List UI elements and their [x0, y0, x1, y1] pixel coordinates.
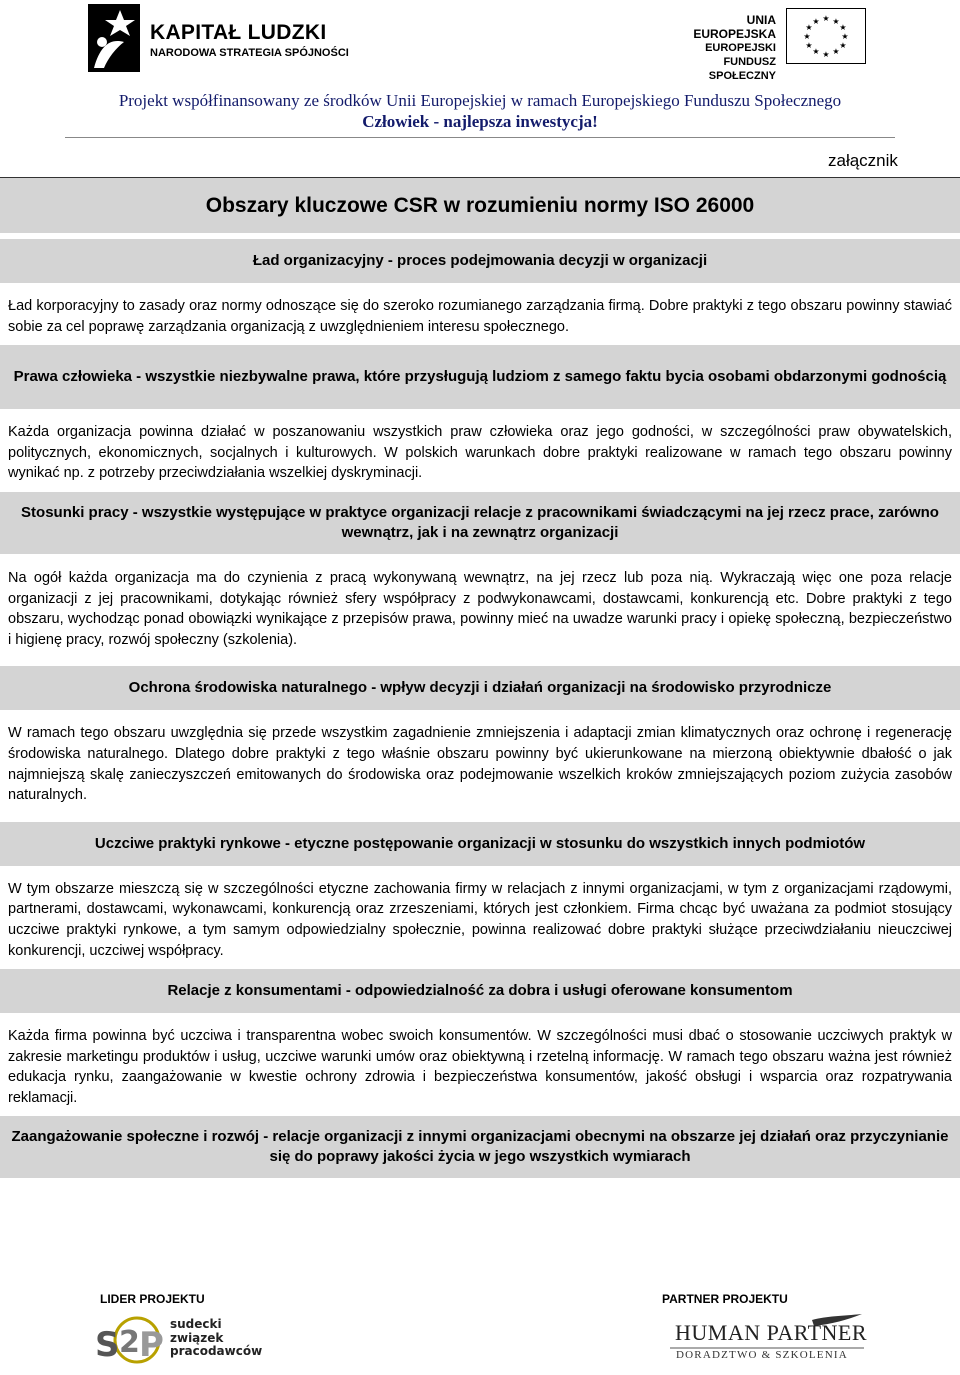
header-divider: [65, 137, 895, 138]
kapital-ludzki-title: KAPITAŁ LUDZKI: [150, 21, 327, 44]
human-partner-subtitle: DORADZTWO & SZKOLENIA: [676, 1349, 848, 1361]
svg-text:★: ★: [803, 32, 811, 41]
section-heading-community: Zaangażowanie społeczne i rozwój - relacje organizacji z innymi organizacjami obecnymi na obszarze jej działań oraz przyczynianie się do poprawy jakości życia w jego wszystkich wymiarach: [0, 1116, 960, 1178]
section-heading-human-rights: Prawa człowieka - wszystkie niezbywalne prawa, które przysługują ludziom z samego faktu bycia osobami obdarzonymi godnością: [0, 345, 960, 409]
svg-text:★: ★: [832, 47, 840, 56]
section-body-environment: W ramach tego obszaru uwzględnia się przede wszystkim zagadnienie zmniejszenia i adaptacji zmian klimatycznych oraz ochronę i regenerację środowiska naturalnego. Dlatego dobre praktyki z tego właśnie obszaru powinny być ukierunkowane na mierzoną obiektywnie dbałość o jak najmniejszą skalę zanieczyszczeń emitowanych do środowiska oraz podejmowanie wszelkich kroków zmniejszających poziom zużycia zasobów naturalnych.: [8, 725, 952, 804]
page-header: [0, 0, 960, 140]
svg-text:★: ★: [832, 17, 840, 26]
sudecki-name-line-2: związek: [170, 1330, 224, 1345]
svg-text:★: ★: [822, 50, 830, 59]
section-body-governance: Ład korporacyjny to zasady oraz normy odnoszące się do szeroko rozumianego zarządzania firmą. Dobre praktyki z tego obszaru powinny stawiać sobie za cel poprawę zarządzania organizacją z uwzględnieniem interesu społecznego.: [8, 298, 952, 335]
leader-label: LIDER PROJEKTU: [100, 1292, 205, 1306]
svg-text:★: ★: [839, 23, 847, 32]
section-body-labour: Na ogół każda organizacja ma do czynienia z pracą wykonywaną wewnątrz, na jej rzecz lub poza nią. Wykraczają więc one poza relacje organizacji z jej pracownikami, dotykając również sfery współpracy z podwykonawcami, dostawcami, konkurencją etc. Dobre praktyki z tego obszaru, wychodząc ponad obowiązki wynikające z przepisów prawa, powinny mieć na uwadze warunki pracy i opiekę społeczną, bezpieczeństwo i higienę pracy, rozwój społeczny (szkolenia).: [8, 569, 952, 648]
sudecki-name-line-1: sudecki: [170, 1317, 222, 1331]
sudecki-name: [170, 1318, 262, 1359]
svg-text:P: P: [139, 1325, 164, 1365]
document-body: [0, 177, 960, 1178]
svg-text:★: ★: [805, 41, 813, 50]
partner-label: PARTNER PROJEKTU: [662, 1292, 788, 1306]
svg-text:★: ★: [805, 23, 813, 32]
svg-text:S: S: [95, 1325, 120, 1365]
project-motto: Człowiek - najlepsza inwestycja!: [362, 112, 598, 131]
kapital-ludzki-subtitle: NARODOWA STRATEGIA SPÓJNOŚCI: [150, 47, 349, 59]
section-body-human-rights: Każda organizacja powinna działać w poszanowaniu wszystkich praw człowieka oraz jego godności, w szczególności praw obywatelskich, politycznych, ekonomicznych, socjalnych i kulturowych. W polskich warunkach dobre praktyki realizowane w ramach tego obszaru powinny wynikać np. z potrzeby przeciwdziałania wszelkiej dyskryminacji.: [8, 424, 952, 482]
section-heading-labour: Stosunki pracy - wszystkie występujące w praktyce organizacji relacje z pracownikami świadczącymi na jej rzecz prace, zarówno wewnątrz, jak i na zewnątrz organizacji: [0, 492, 960, 554]
svg-text:★: ★: [822, 14, 830, 23]
eu-line-3: FUNDUSZ SPOŁECZNY: [708, 56, 776, 82]
eu-line-1: UNIA EUROPEJSKA: [693, 13, 776, 41]
section-heading-fair-practices: Uczciwe praktyki rynkowe - etyczne postępowanie organizacji w stosunku do wszystkich innych podmiotów: [0, 822, 960, 866]
eu-line-2: EUROPEJSKI: [705, 42, 776, 54]
project-cofinance-line: Projekt współfinansowany ze środków Unii Europejskiej w ramach Europejskiego Funduszu Społecznego: [118, 91, 842, 110]
sudecki-name-line-3: pracodawców: [170, 1344, 263, 1358]
svg-text:★: ★: [841, 32, 849, 41]
section-heading-governance: Ład organizacyjny - proces podejmowania decyzji w organizacji: [0, 239, 960, 283]
svg-text:★: ★: [812, 47, 820, 56]
annex-label: załącznik: [828, 151, 898, 170]
eu-flag-icon: [786, 8, 866, 64]
eu-fund-text: [668, 13, 776, 83]
document-title: Obszary kluczowe CSR w rozumieniu normy ISO 26000: [0, 177, 960, 233]
svg-text:★: ★: [812, 17, 820, 26]
svg-text:2: 2: [119, 1325, 140, 1360]
section-heading-consumers: Relacje z konsumentami - odpowiedzialność za dobra i usługi oferowane konsumentom: [0, 969, 960, 1013]
section-body-fair-practices: W tym obszarze mieszczą się w szczególności etyczne zachowania firmy w relacjach z innymi organizacjami, w tym z organizacjami rządowymi, partnerami, dostawcami, wykonawcami, konkurencją oraz zrzeszeniami, których jest członkiem. Firma chcąc być uważana za podmiot stosujący uczciwe praktyki rynkowe, a tym samym odpowiedzialny społecznie, powinna realizować dobre praktyki służące przeciwdziałaniu nieuczciwej konkurencji, uczciwej współpracy.: [8, 880, 952, 959]
svg-text:★: ★: [839, 41, 847, 50]
section-body-consumers: Każda firma powinna być uczciwa i transparentna wobec swoich konsumentów. W szczególności musi dbać o stosowanie uczciwych praktyk w zakresie marketingu produktów i usług, uczciwe warunki umów oraz obiektywną i rzetelną informację. W ramach tego obszaru ważna jest również edukacja rynku, zaangażowanie w kwestie ochrony zdrowia i bezpieczeństwa konsumentów, jakość obsługi i wsparcia oraz rozpatrywania reklamacji.: [8, 1028, 952, 1106]
human-partner-name: HUMAN PARTNER: [675, 1320, 868, 1345]
section-heading-environment: Ochrona środowiska naturalnego - wpływ decyzji i działań organizacji na środowisko przyrodnicze: [0, 666, 960, 710]
